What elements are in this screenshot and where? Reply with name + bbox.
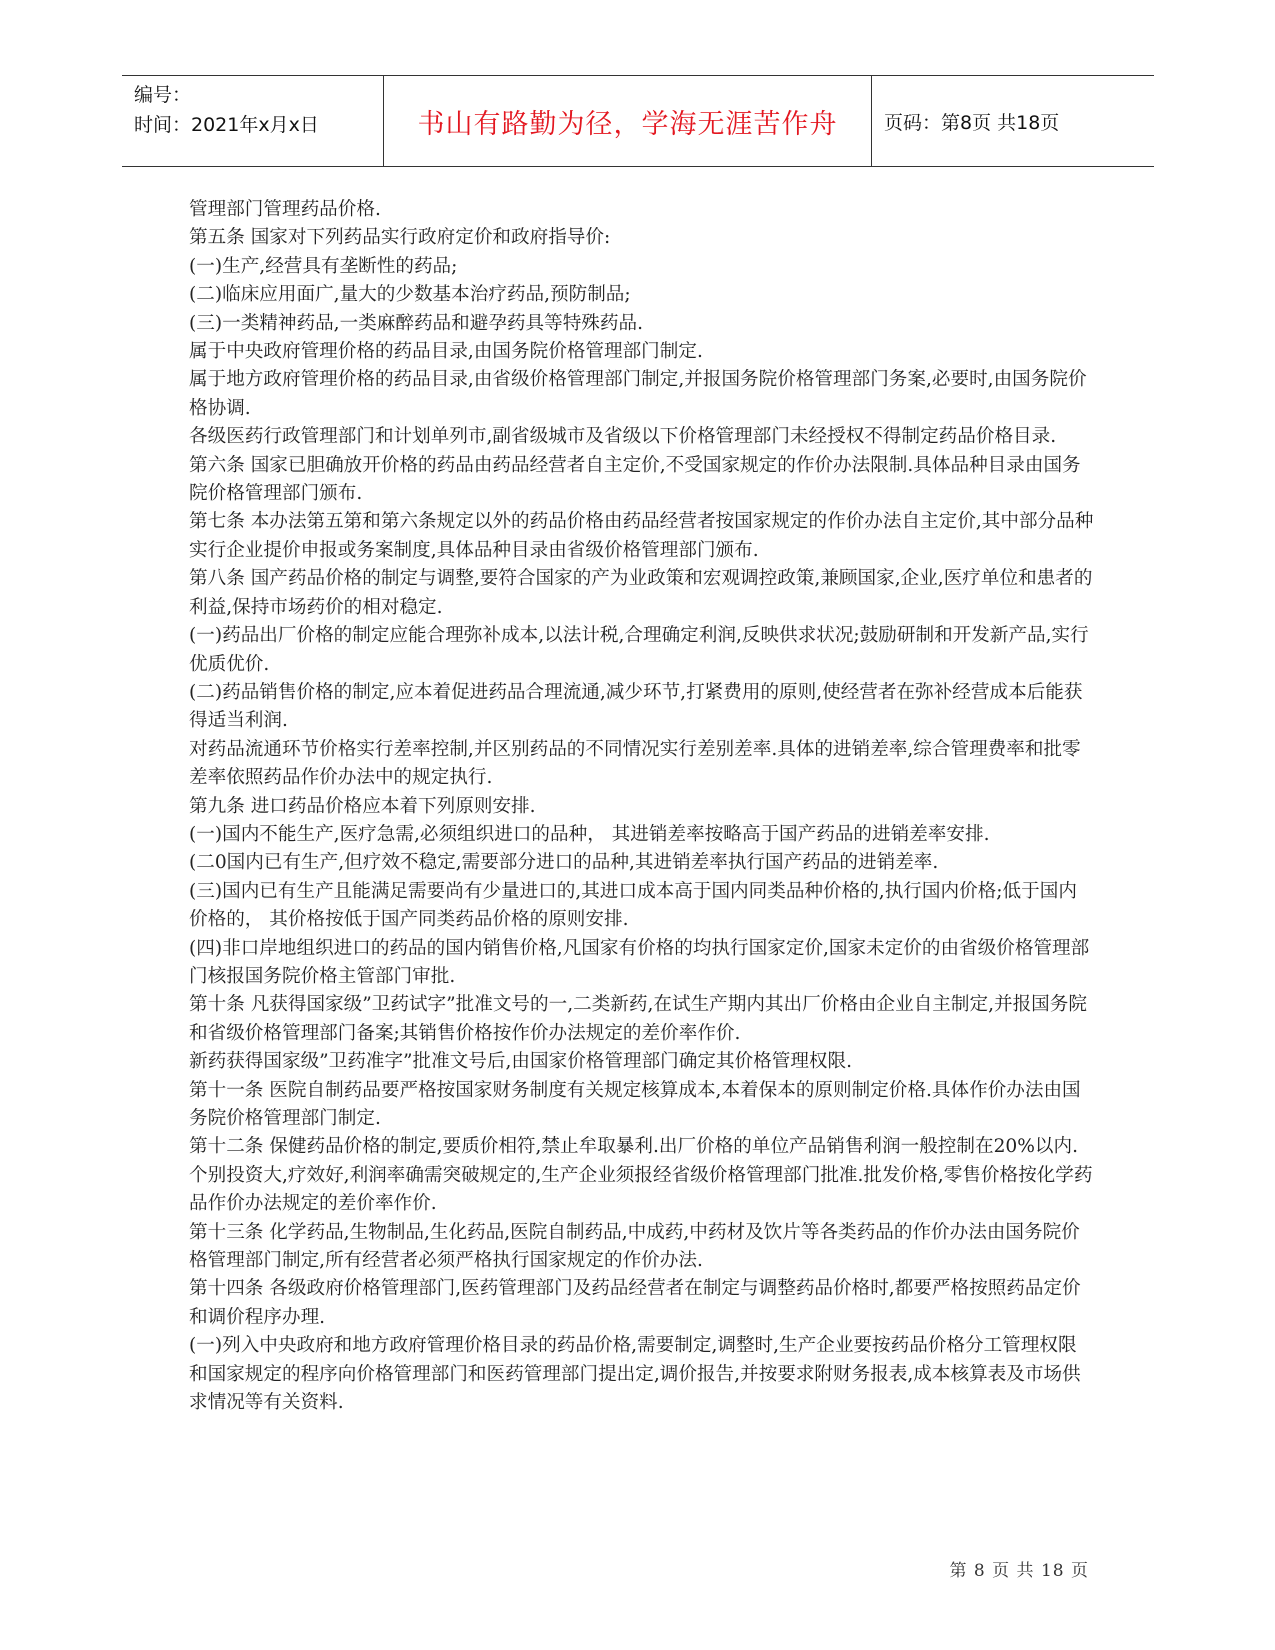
header-motto: 书山有路勤为径，学海无涯苦作舟 <box>384 76 872 166</box>
document-number-label: 编号： <box>134 84 192 106</box>
paragraph: (二)药品销售价格的制定,应本着促进药品合理流通,减少环节,打紧费用的原则,使经营者在弥补经营成本后能获得适当利润. <box>189 681 1083 732</box>
page-footer: 第 8 页 共 18 页 <box>949 1561 1089 1581</box>
document-time-label: 时间：2021年x月x日 <box>134 114 319 136</box>
document-body <box>189 196 1094 1417</box>
paragraph: (一)药品出厂价格的制定应能合理弥补成本,以法计税,合理确定利润,反映供求状况;鼓励研制和开发新产品,实行优质优价. <box>189 625 1089 675</box>
paragraph: 第九条 进口药品价格应本着下列原则安排. <box>189 795 536 817</box>
paragraph: 第十一条 医院自制药品要严格按国家财务制度有关规定核算成本,本着保本的原则制定价格.具体作价办法由国务院价格管理部门制定. <box>189 1079 1081 1129</box>
paragraph: (一)生产,经营具有垄断性的药品; <box>189 255 458 277</box>
paragraph: (二)临床应用面广,量大的少数基本治疗药品,预防制品; <box>189 284 631 306</box>
paragraph: 第十三条 化学药品,生物制品,生化药品,医院自制药品,中成药,中药材及饮片等各类药品的作价办法由国务院价格管理部门制定,所有经营者必须严格执行国家规定的作价办法. <box>189 1221 1080 1272</box>
paragraph: (一)列入中央政府和地方政府管理价格目录的药品价格,需要制定,调整时,生产企业要按药品价格分工管理权限和国家规定的程序向价格管理部门和医药管理部门提出定,调价报告,并按要求附财务报表,成本核算表及市场供求情况等有关资料. <box>189 1335 1081 1414</box>
paragraph: 第七条 本办法第五第和第六条规定以外的药品价格由药品经营者按国家规定的作价办法自主定价,其中部分品种实行企业提价申报或务案制度,具体品种目录由省级价格管理部门颁布. <box>189 511 1094 561</box>
paragraph: 对药品流通环节价格实行差率控制,并区别药品的不同情况实行差别差率.具体的进销差率,综合管理费率和批零 差率依照药品作价办法中的规定执行. <box>189 738 1081 789</box>
paragraph: (三)一类精神药品,一类麻醉药品和避孕药具等特殊药品. <box>189 312 643 334</box>
paragraph: 第六条 国家已胆确放开价格的药品由药品经营者自主定价,不受国家规定的作价办法限制.具体品种目录由国务院价格管理部门颁布. <box>189 454 1081 505</box>
paragraph: (一)国内不能生产,医疗急需,必须组织进口的品种， 其进销差率按略高于国产药品的进销差率安排. <box>189 823 990 845</box>
paragraph: 属于地方政府管理价格的药品目录,由省级价格管理部门制定,并报国务院价格管理部门务案,必要时,由国务院价格协调. <box>189 369 1087 419</box>
paragraph: 管理部门管理药品价格. <box>189 199 381 220</box>
paragraph: 第五条 国家对下列药品实行政府定价和政府指导价: <box>189 227 611 249</box>
page-header <box>122 75 1154 167</box>
header-page-indicator: 页码：第8页 共18页 <box>884 111 1060 134</box>
paragraph: 新药获得国家级”卫药准字”批准文号后,由国家价格管理部门确定其价格管理权限. <box>189 1051 853 1073</box>
paragraph: 第十条 凡获得国家级”卫药试字”批准文号的一,二类新药,在试生产期内其出厂价格由企业自主制定,并报国务院和省级价格管理部门备案;其销售价格按作价办法规定的差价率作价. <box>189 994 1087 1044</box>
paragraph: (三)国内已有生产且能满足需要尚有少量进口的,其进口成本高于国内同类品种价格的,执行国内价格;低于国内价格的， 其价格按低于国产同类药品价格的原则安排. <box>189 880 1077 931</box>
paragraph: 各级医药行政管理部门和计划单列市,副省级城市及省级以下价格管理部门未经授权不得制定药品价格目录. <box>189 426 1057 448</box>
paragraph: 第八条 国产药品价格的制定与调整,要符合国家的产为业政策和宏观调控政策,兼顾国家,企业,医疗单位和患者的利益,保持市场药价的相对稳定. <box>189 568 1093 618</box>
paragraph: (二0国内已有生产,但疗效不稳定,需要部分进口的品种,其进销差率执行国产药品的进销差率. <box>189 852 939 874</box>
paragraph: 属于中央政府管理价格的药品目录,由国务院价格管理部门制定. <box>189 341 703 363</box>
paragraph: 第十二条 保健药品价格的制定,要质价相符,禁止牟取暴利.出厂价格的单位产品销售利润一般控制在20%以内.个别投资大,疗效好,利润率确需突破规定的,生产企业须报经省级价格管理部门批准.批发价格,零售价格按化学药品作价办法规定的差价率作价. <box>189 1136 1093 1215</box>
paragraph: 第十四条 各级政府价格管理部门,医药管理部门及药品经营者在制定与调整药品价格时,都要严格按照药品定价和调价程序办理. <box>189 1278 1081 1328</box>
paragraph: (四)非口岸地组织进口的药品的国内销售价格,凡国家有价格的均执行国家定价,国家未定价的由省级价格管理部门核报国务院价格主管部门审批. <box>189 937 1090 987</box>
header-meta <box>122 76 384 166</box>
